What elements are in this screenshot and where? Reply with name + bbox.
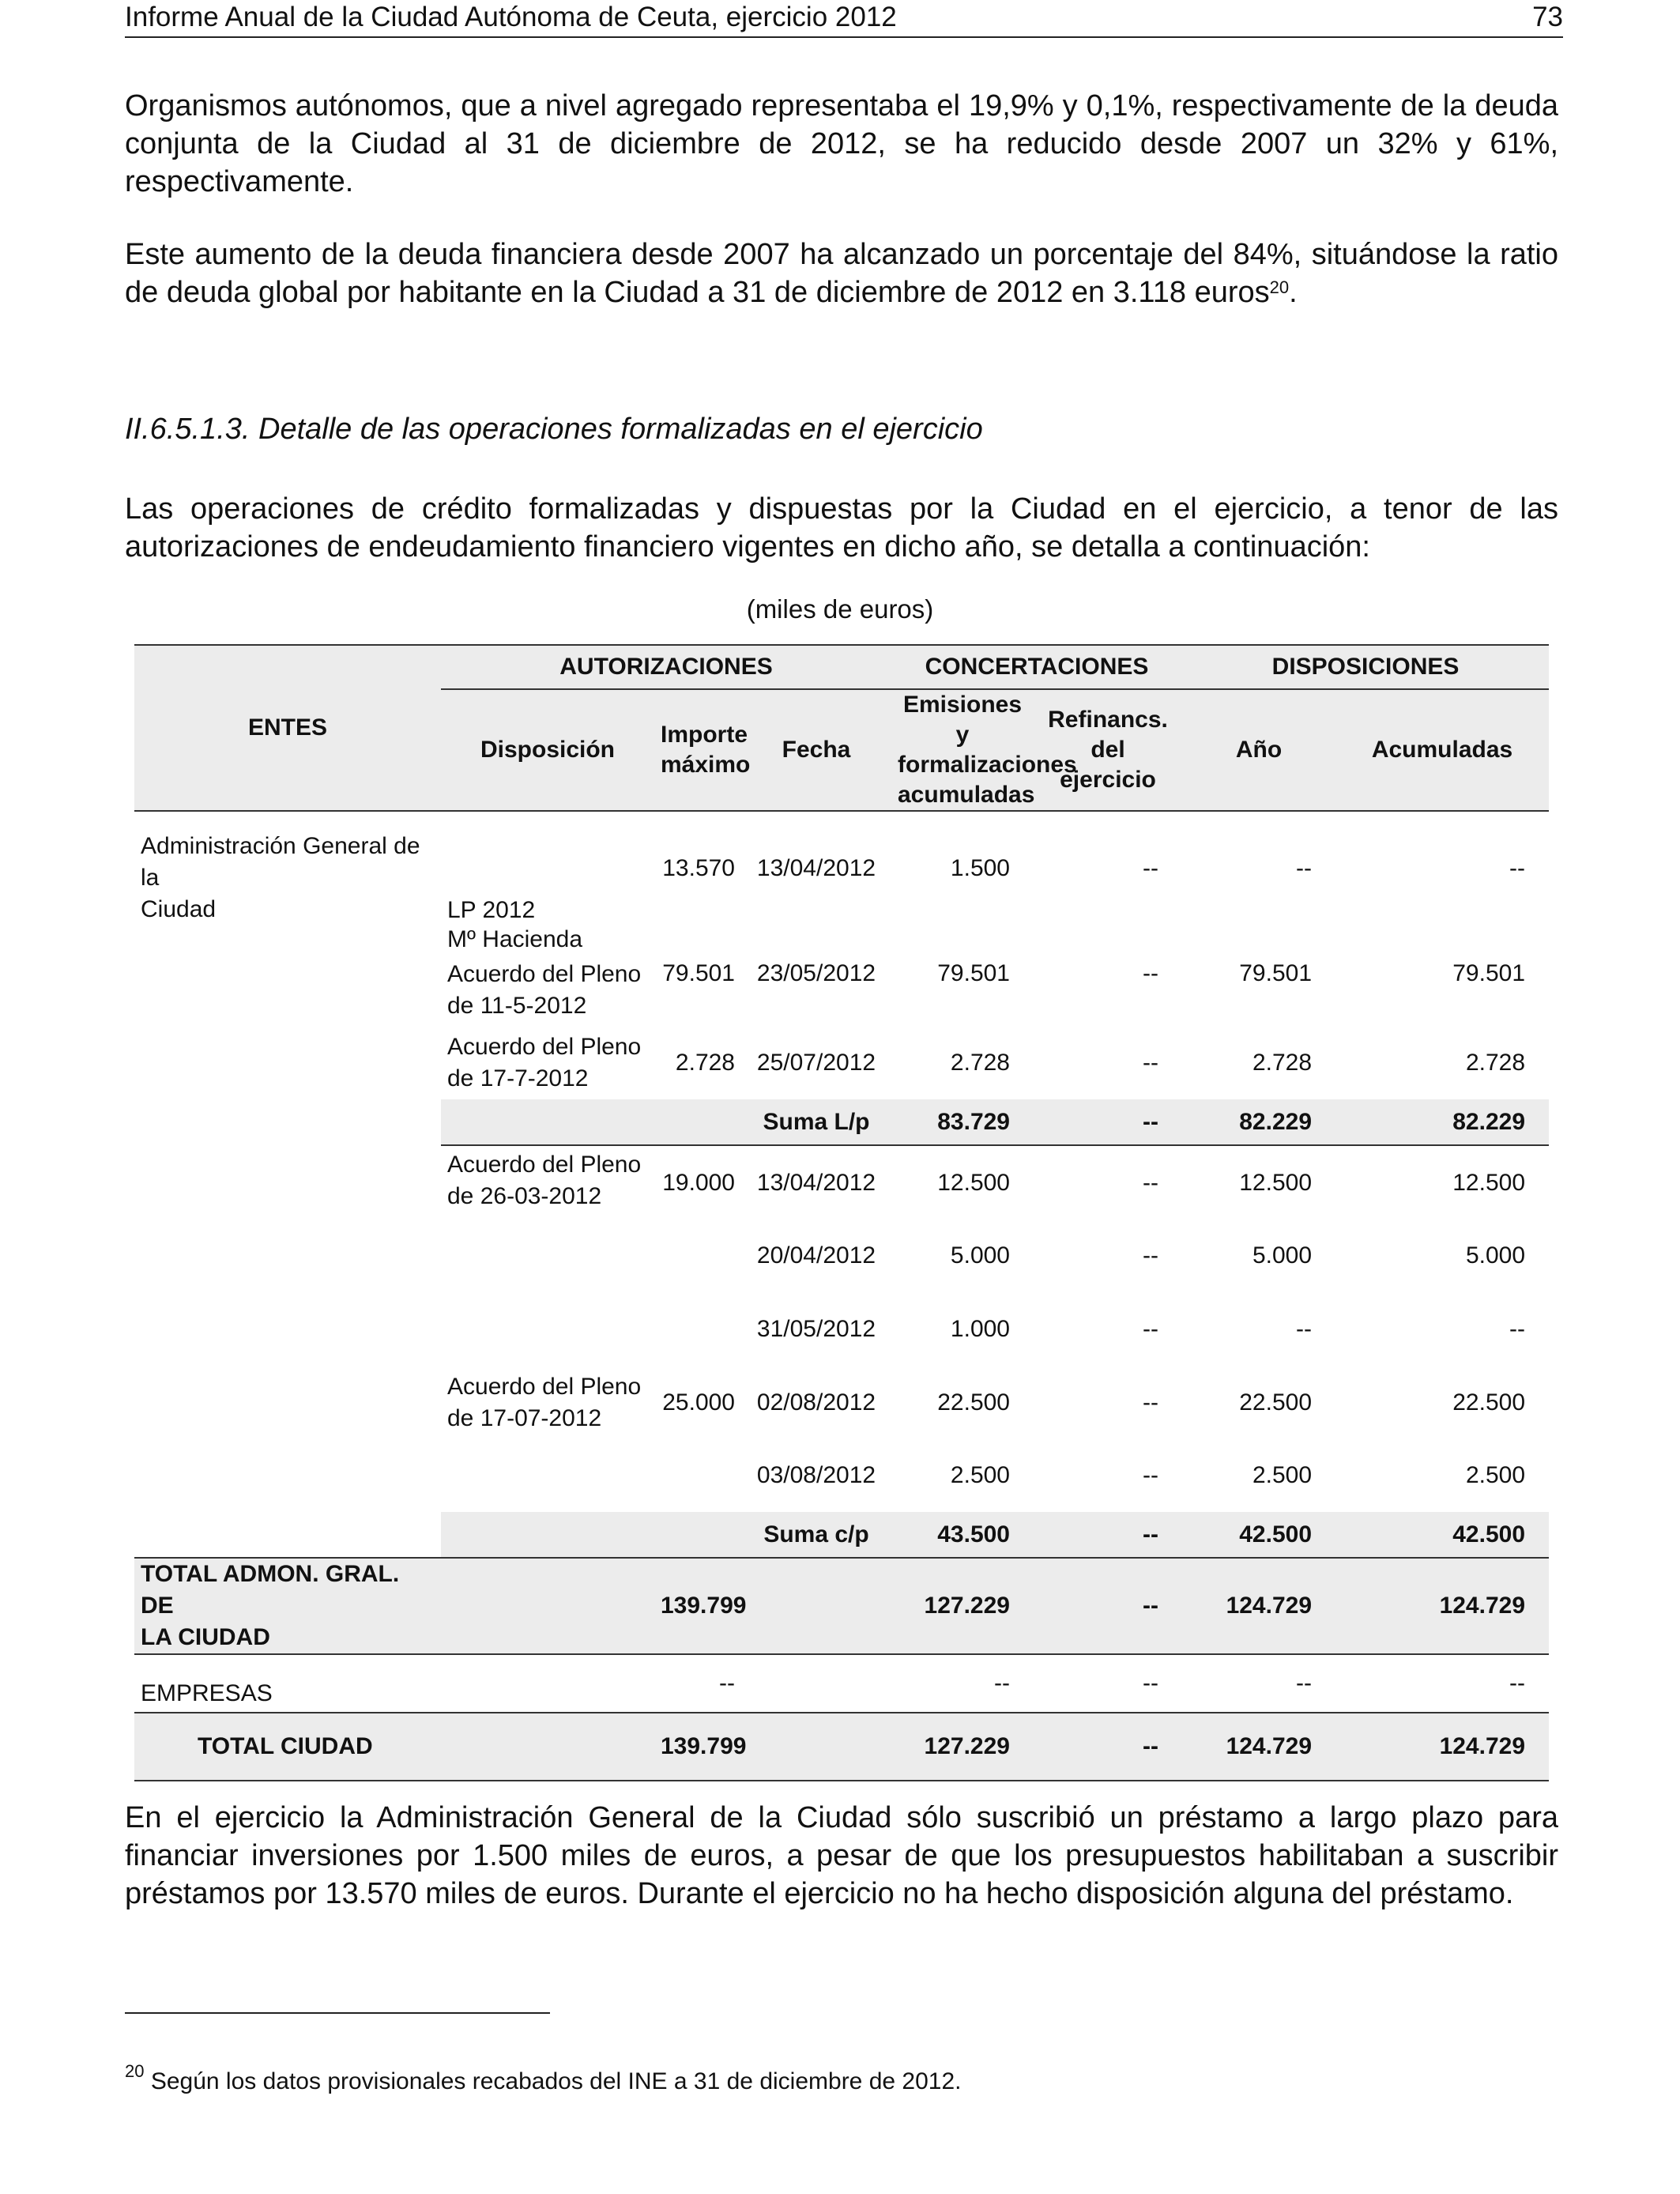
table-row: Acuerdo del Pleno de 17-07-2012 25.000 02/08/2012 22.500 -- 22.500 22.500 (447, 1374, 1526, 1431)
table-units: (miles de euros) (746, 594, 934, 624)
table-row: 31/05/2012 1.000 -- -- -- (756, 1316, 1526, 1342)
header-disposicion: Disposición (441, 689, 654, 811)
header-emisiones: Emisiones y formalizaciones acumuladas (891, 689, 1034, 811)
page-number: 73 (1532, 2, 1563, 32)
paragraph-deuda (125, 236, 1558, 311)
report-title: Informe Anual de la Ciudad Autónoma de Ceuta, ejercicio 2012 (125, 2, 897, 32)
footnote-number: 20 (125, 2061, 145, 2081)
paragraph-operaciones: Las operaciones de crédito formalizadas y dispuestas por la Ciudad en el ejercicio, a tenor de las autorizaciones de endeudamiento financiero vigentes en dicho año, se detalla a continuación: (125, 492, 1558, 564)
table-row: Administración General de la Ciudad LP 2012 13.570 13/04/2012 1.500 -- -- -- (134, 811, 1549, 925)
footnote-divider (125, 2012, 550, 2014)
subtotal-row-cp: Suma c/p 43.500 -- 42.500 42.500 (134, 1512, 1549, 1558)
header-concertaciones: CONCERTACIONES (891, 645, 1182, 689)
page-header (125, 3, 1563, 38)
paragraph-deuda-text: Este aumento de la deuda financiera desde 2007 ha alcanzado un porcentaje del 84%, situándose la ratio de deuda global por habitante en la Ciudad a 31 de diciembre de 2012 en 3.118 euros (125, 238, 1558, 309)
total-admon-row: TOTAL ADMON. GRAL. DE LA CIUDAD 139.799 127.229 -- 124.729 124.729 (134, 1558, 1549, 1654)
table-row: 20/04/2012 5.000 -- 5.000 5.000 (756, 1242, 1526, 1269)
empresas-row: EMPRESAS -- -- -- -- -- (134, 1654, 1549, 1713)
header-anio: Año (1182, 689, 1335, 811)
table-row: Mº Hacienda (447, 926, 583, 952)
header-disposiciones: DISPOSICIONES (1182, 645, 1549, 689)
total-ciudad-row: TOTAL CIUDAD 139.799 127.229 -- 124.729 124.729 (134, 1713, 1549, 1781)
footnote-text: Según los datos provisionales recabados del INE a 31 de diciembre de 2012. (150, 2068, 962, 2094)
table-row: Acuerdo del Pleno de 26-03-2012 19.000 13/04/2012 12.500 -- 12.500 12.500 (447, 1152, 1526, 1209)
table-row: 03/08/2012 2.500 -- 2.500 2.500 (756, 1462, 1526, 1488)
entity-admon-general: Administración General de la Ciudad (141, 833, 420, 922)
header-acumuladas: Acumuladas (1335, 689, 1549, 811)
section-heading: II.6.5.1.3. Detalle de las operaciones formalizadas en el ejercicio (125, 413, 983, 446)
table-row: Acuerdo del Pleno de 11-5-2012 79.501 23/05/2012 79.501 -- 79.501 79.501 (447, 960, 1526, 1019)
paragraph-deuda-end: . (1289, 276, 1298, 309)
header-refinancs: Refinancs. del ejercicio (1034, 689, 1182, 811)
header-importe-maximo: Importe máximo (654, 689, 741, 811)
paragraph-conclusion: En el ejercicio la Administración General de la Ciudad sólo suscribió un préstamo a largo plazo para financiar inversiones por 1.500 miles de euros, a pesar de que los presupuestos habilitaban a suscribir préstamos por 13.570 miles de euros. Durante el ejercicio no ha hecho disposición alguna del préstamo. (125, 1801, 1558, 1910)
operations-table (134, 644, 1549, 1781)
header-autorizaciones: AUTORIZACIONES (441, 645, 891, 689)
paragraph-organismos: Organismos autónomos, que a nivel agregado representaba el 19,9% y 0,1%, respectivamente de la deuda conjunta de la Ciudad al 31 de diciembre de 2012, se ha reducido desde 2007 un 32% y 61%, respectivamente. (125, 89, 1558, 198)
footnote-ref[interactable]: 20 (1269, 277, 1290, 297)
header-fecha: Fecha (741, 689, 891, 811)
footnote (125, 2061, 962, 2095)
subtotal-row-lp: Suma L/p 83.729 -- 82.229 82.229 (134, 1099, 1549, 1145)
header-entes: ENTES (134, 645, 441, 811)
table-row: Acuerdo del Pleno de 17-7-2012 2.728 25/07/2012 2.728 -- 2.728 2.728 (447, 1034, 1526, 1091)
